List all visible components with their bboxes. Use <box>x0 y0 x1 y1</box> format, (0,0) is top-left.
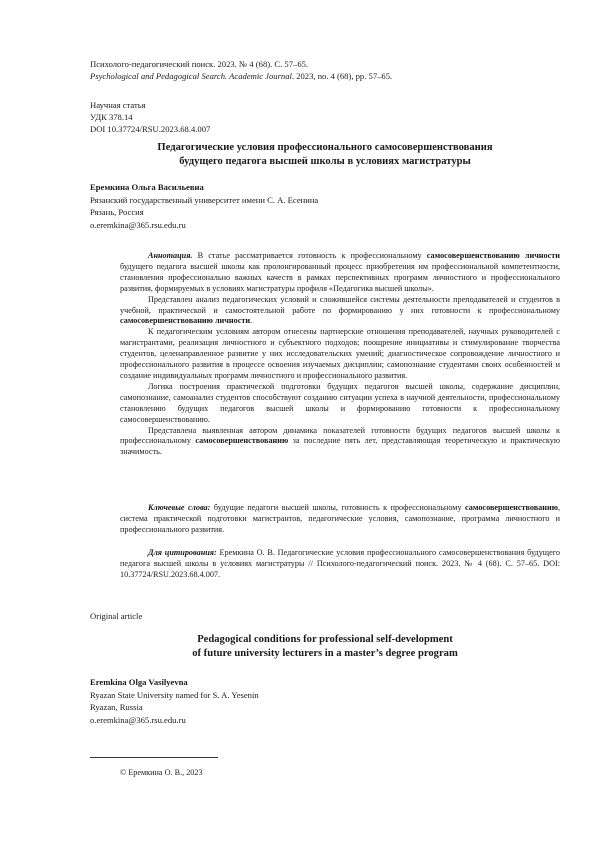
abstract-paragraph-5 <box>120 426 560 459</box>
author-name-ru: Еремкина Ольга Васильевна <box>90 182 204 192</box>
keywords-text: будущие педагоги высшей школы, готовность к профессиональному <box>210 503 466 512</box>
abstract-text: за последние пять лет, представляющая теоретическую и практическую значимость. <box>120 436 560 457</box>
journal-citation-en <box>90 70 560 82</box>
article-type-en: Original article <box>90 611 143 621</box>
article-title-en-line2: of future university lecturers in a master’s degree program <box>192 648 458 659</box>
author-affiliation-en: Ryazan State University named for S. A. Yesenin <box>90 689 259 700</box>
author-city-ru: Рязань, Россия <box>90 207 144 217</box>
author-block-en <box>90 676 259 726</box>
abstract <box>120 251 560 458</box>
author-name-en: Eremkina Olga Vasilyevna <box>90 677 188 687</box>
abstract-text: Представлен анализ педагогических условий и сложившейся системы деятельности преподавателей и студентов в учебной, практической и самостоятельной работе по формированию у них готовности к профессиональному <box>120 294 560 315</box>
article-title-en <box>90 633 560 661</box>
author-email-en: o.eremkina@365.rsu.edu.ru <box>90 714 186 725</box>
abstract-highlight: самосовершенствованию личности <box>120 316 251 326</box>
abstract-paragraph-3: К педагогическим условиям автором отнесены партнерские отношения преподавателей, научных руководителей с магистрантами, реализация личностного и субъектного подходов; поощрение инициативы и стимулирование творчества студентов, целенаправленное развитие у них исследовательских умений; диагностическое сопровождение личностного и профессионального развития в процессе освоения изучаемых дисциплин; самопознание студентами своих особенностей и создание индивидуальных программ личностного и профессионального развития. <box>120 327 560 380</box>
citation-paragraph <box>120 548 560 581</box>
keywords-text: , система практической подготовки магистрантов, педагогические условия, самопознание, программа личностного и профессионального развития. <box>120 503 560 534</box>
abstract-label: Аннотация. <box>148 251 193 260</box>
journal-header <box>90 58 560 82</box>
author-affiliation-ru: Рязанский государственный университет имени С. А. Есенина <box>90 194 319 205</box>
article-title-en-line1: Pedagogical conditions for professional self-development <box>197 634 453 645</box>
abstract-paragraph-1 <box>120 251 560 295</box>
author-block-ru <box>90 181 318 231</box>
journal-citation-ru: Психолого-педагогический поиск. 2023. № 4 (68). С. 57–65. <box>90 59 309 69</box>
keywords-highlight: самосовершенствованию <box>465 503 558 512</box>
abstract-highlight: самосовершенствованию личности <box>426 251 560 260</box>
footnote-divider <box>90 757 218 758</box>
journal-issue-en: . 2023, no. 4 (68), pp. 57–65. <box>291 71 393 81</box>
citation <box>120 548 560 581</box>
doi: DOI 10.37724/RSU.2023.68.4.007 <box>90 124 211 134</box>
citation-text: Еремкина О. В. Педагогические условия профессионального самосовершенствования будущего педагога высшей школы в условиях магистратуры // Психолого-педагогический поиск. 2023. № 4 (68). С. 57–65. DOI: 10.37724/RSU.2023.68.4.007. <box>120 548 560 579</box>
udc-code: УДК 378.14 <box>90 112 133 122</box>
abstract-paragraph-2 <box>120 295 560 328</box>
abstract-highlight: самосовершенствованию <box>195 436 289 446</box>
abstract-text: . <box>250 316 253 326</box>
article-type: Научная статья <box>90 100 146 110</box>
abstract-text: В статье рассматривается готовность к профессиональному <box>192 251 427 260</box>
article-meta <box>90 99 210 135</box>
journal-title-en: Psychological and Pedagogical Search. Academic Journal <box>90 71 292 81</box>
abstract-text: будущего педагога высшей школы как пролонгированный процесс приобретения им профессиональной компетентности, становления профессионально важных качеств в рамках перспективных программ личностного и профессионального развития, формируемых в условиях магистратуры профиля «Педагогика высшей школы». <box>120 261 560 293</box>
abstract-paragraph-4: Логика построения практической подготовки будущих педагогов высшей школы, содержание дисциплин, самопознание, самоанализ студентов способствуют созданию ситуации успеха в научной деятельности, профессиональному становлению будущих педагогов высшей школы и формированию готовности к профессиональному самосовершенствованию. <box>120 381 560 424</box>
citation-label: Для цитирования: <box>148 548 217 557</box>
keywords-paragraph <box>120 503 560 536</box>
article-title-ru-line2: будущего педагога высшей школы в условиях магистратуры <box>179 156 471 167</box>
author-email-ru: o.eremkina@365.rsu.edu.ru <box>90 219 186 230</box>
article-title-ru <box>90 141 560 169</box>
keywords <box>120 503 560 536</box>
keywords-label: Ключевые слова: <box>148 503 211 512</box>
copyright-notice: © Еремкина О. В., 2023 <box>120 768 203 777</box>
author-city-en: Ryazan, Russia <box>90 702 143 712</box>
abstract-text: Представлена выявленная автором динамика показателей готовности будущих педагогов высшей школы к профессиональному <box>120 425 560 446</box>
article-title-ru-line1: Педагогические условия профессионального самосовершенствования <box>157 142 493 153</box>
